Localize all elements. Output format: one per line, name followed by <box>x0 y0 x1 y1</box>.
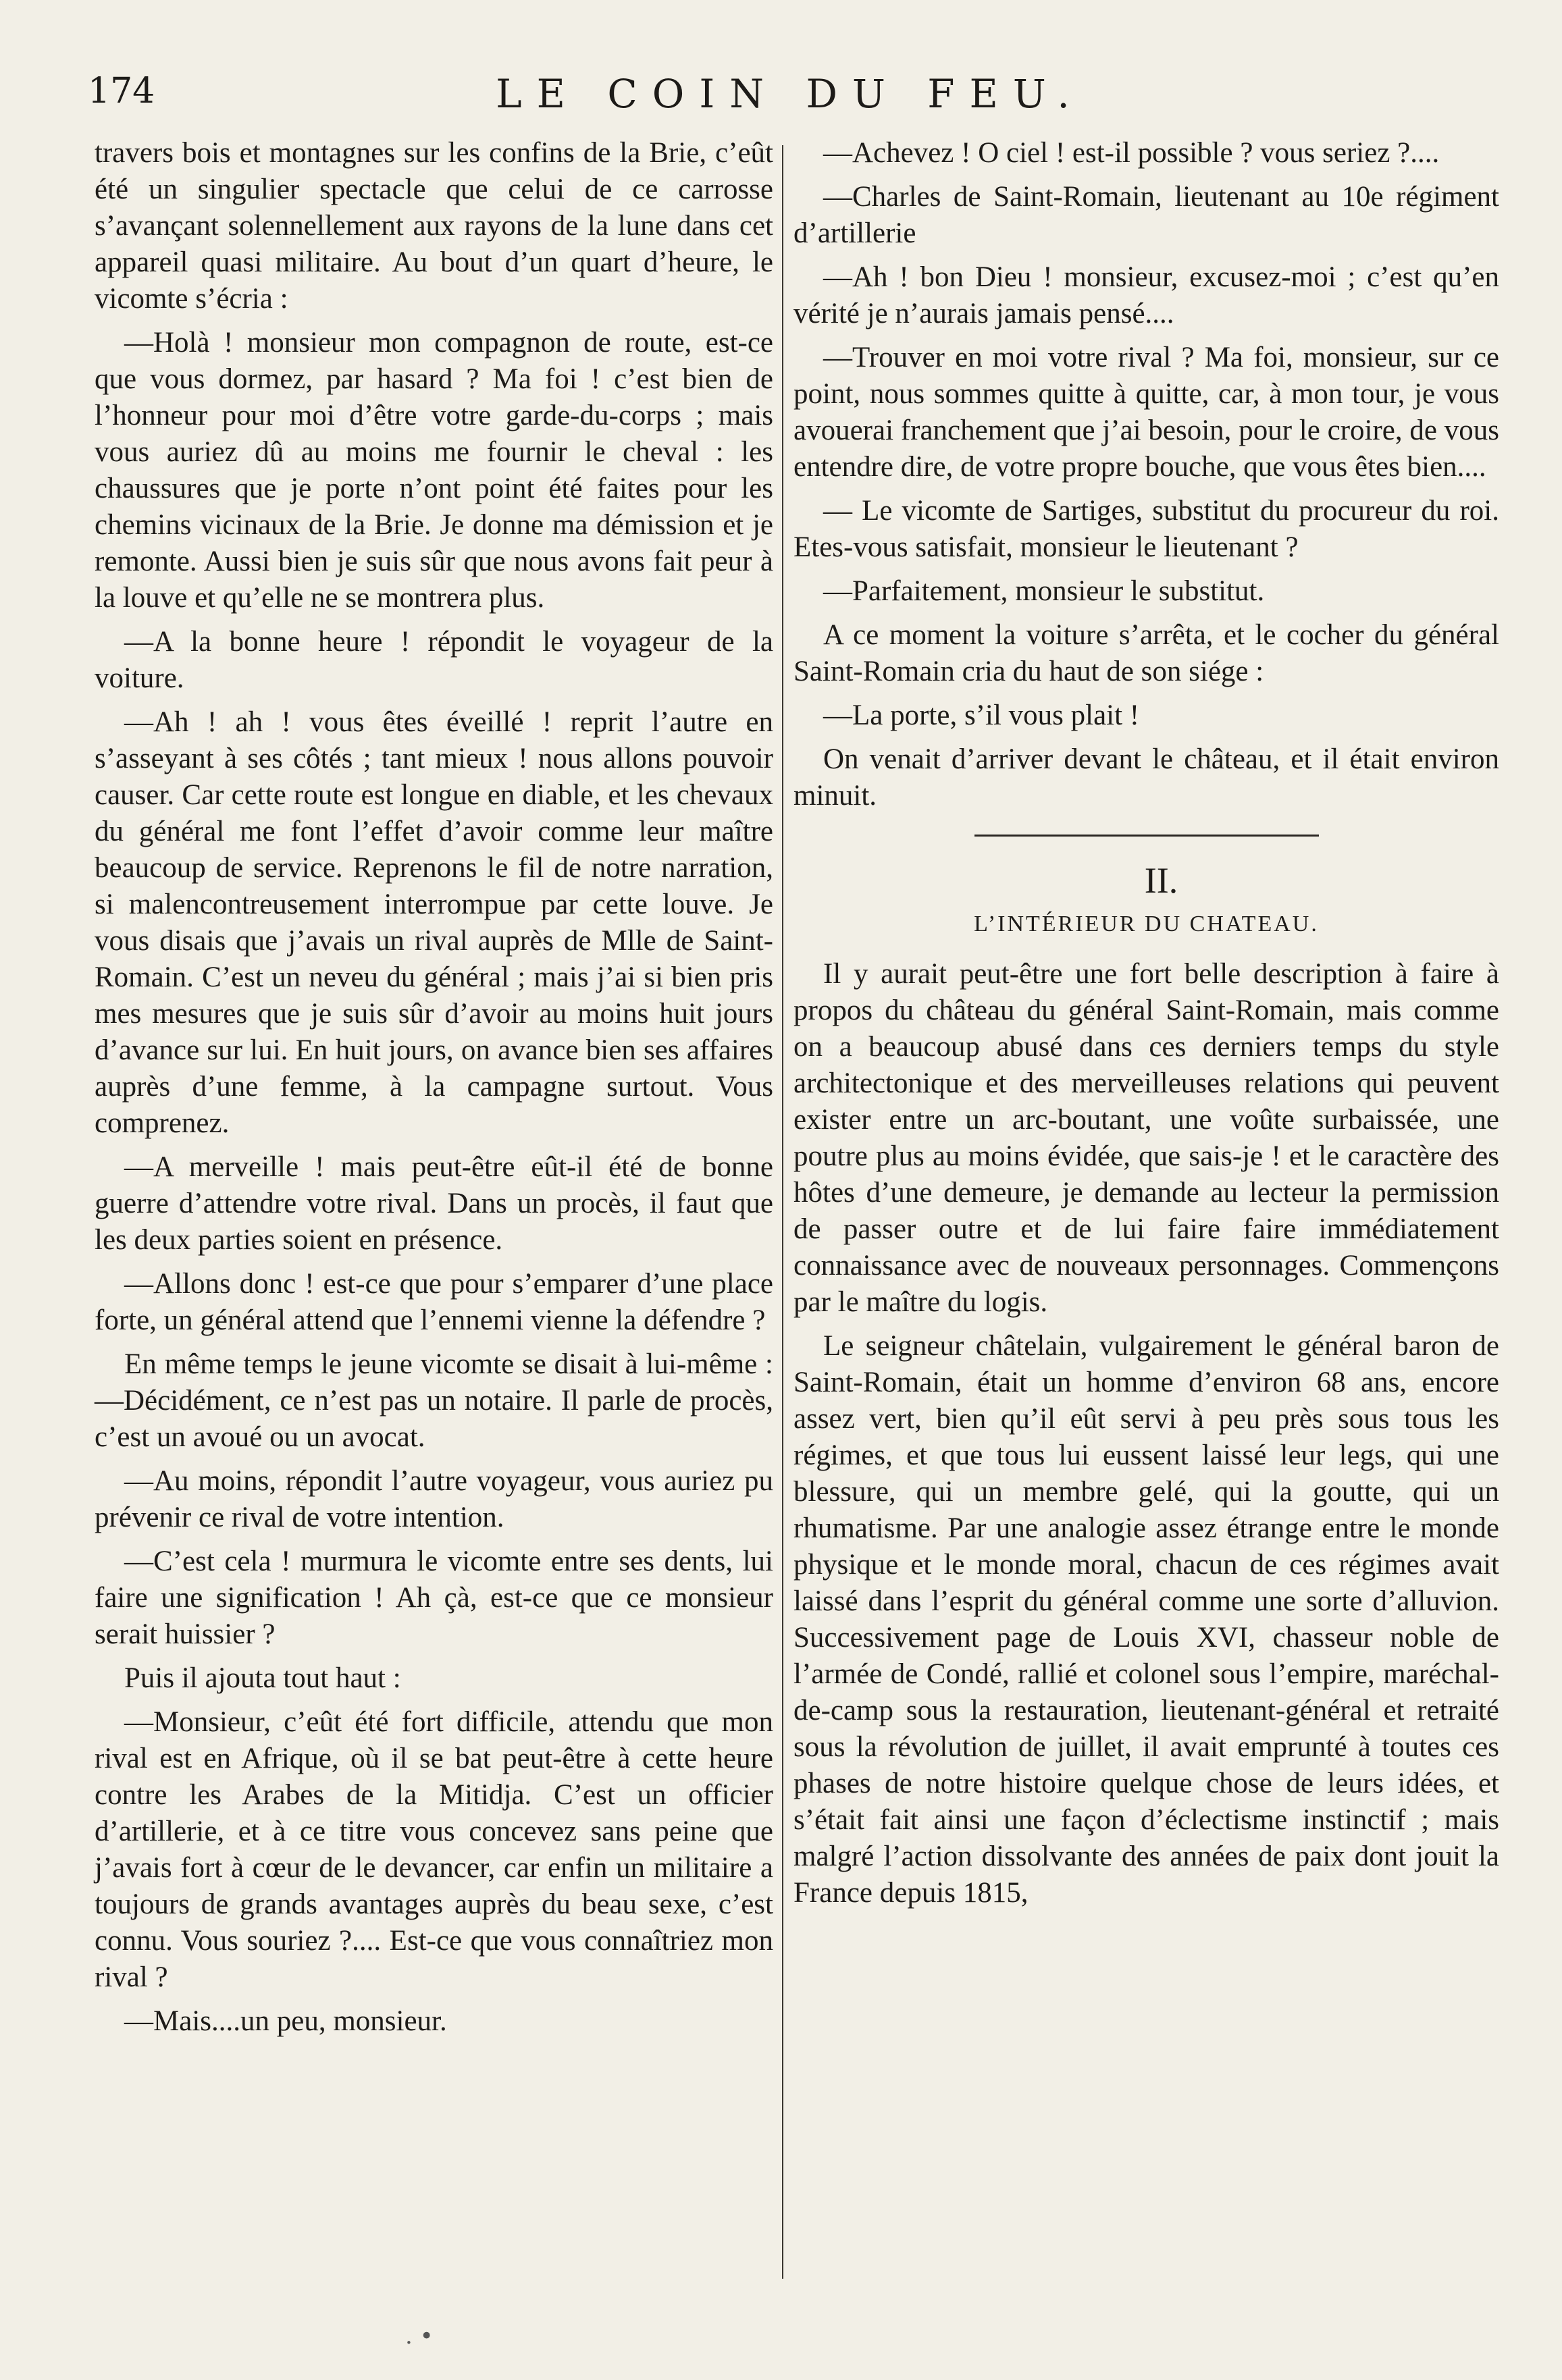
paragraph: —A la bonne heure ! répondit le voyageur de la voiture. <box>95 626 773 694</box>
paragraph: —Au moins, répondit l’autre voyageur, vous auriez pu prévenir ce rival de votre intention. <box>95 1465 773 1533</box>
paragraph: Puis il ajouta tout haut : <box>124 1662 401 1694</box>
paragraph: —C’est cela ! murmura le vicomte entre ses dents, lui faire une signification ! Ah çà, est-ce que ce monsieur serait huissier ? <box>95 1545 773 1650</box>
paragraph: —Parfaitement, monsieur le substitut. <box>823 575 1265 607</box>
paragraph: —Mais....un peu, monsieur. <box>124 2005 447 2037</box>
paragraph: —La porte, s’il vous plait ! <box>823 699 1140 731</box>
section-title: L’INTÉRIEUR DU CHATEAU. <box>974 911 1319 936</box>
section-number: II. <box>1144 860 1178 901</box>
right-column <box>793 135 1499 1919</box>
footer-marks: . • <box>405 2323 434 2350</box>
paragraph: Il y aurait peut-être une fort belle description à faire à propos du château du général Saint-Romain, mais comme on a beaucoup abusé dans ces derniers temps du style architectonique et des merveilleuses relations qui peuvent exister entre un arc-boutant, une voûte surbaissée, une poutre plus au moins évidée, que sais-je ! et le caractère des hôtes d’une demeure, je demande au lecteur la permission de passer outre et de lui faire faire immédiatement connaissance avec de nouveaux personnages. Commençons par le maître du logis. <box>793 958 1499 1318</box>
paragraph: A ce moment la voiture s’arrêta, et le cocher du général Saint-Romain cria du haut de son siége : <box>793 619 1499 687</box>
paragraph: travers bois et montagnes sur les confins de la Brie, c’eût été un singulier spectacle que celui de ce carrosse s’avançant solennellement aux rayons de la lune dans cet appareil quasi militaire. Au bout d’un quart d’heure, le vicomte s’écria : <box>95 137 773 315</box>
paragraph: —Charles de Saint-Romain, lieutenant au 10e régiment d’artillerie <box>793 181 1499 249</box>
left-column <box>95 135 773 2047</box>
paragraph: —Allons donc ! est-ce que pour s’emparer d’une place forte, un général attend que l’ennemi vienne la défendre ? <box>95 1268 773 1336</box>
paragraph: —Achevez ! O ciel ! est-il possible ? vous seriez ?.... <box>823 137 1440 169</box>
paragraph: —Monsieur, c’eût été fort difficile, attendu que mon rival est en Afrique, où il se bat peut-être à cette heure contre les Arabes de la Mitidja. C’est un officier d’artillerie, et à ce titre vous concevez sans peine que j’avais fort à cœur de le devancer, car enfin un militaire a toujours de grands avantages auprès du beau sexe, c’est connu. Vous souriez ?.... Est-ce que vous connaîtriez mon rival ? <box>95 1706 773 1993</box>
page-header <box>88 71 1492 132</box>
paragraph: En même temps le jeune vicomte se disait à lui-même :—Décidément, ce n’est pas un notaire. Il parle de procès, c’est un avoué ou un avocat. <box>95 1348 773 1453</box>
paragraph: —A merveille ! mais peut-être eût-il été de bonne guerre d’attendre votre rival. Dans un procès, il faut que les deux parties soient en présence. <box>95 1151 773 1256</box>
paragraph: —Trouver en moi votre rival ? Ma foi, monsieur, sur ce point, nous sommes quitte à quitte, car, à mon tour, je vous avouerai franchement que j’ai besoin, pour le croire, de vous entendre dire, de votre propre bouche, que vous êtes bien.... <box>793 342 1499 483</box>
page-number: 174 <box>88 71 155 111</box>
paragraph: Le seigneur châtelain, vulgairement le général baron de Saint-Romain, était un homme d’environ 68 ans, encore assez vert, bien qu’il eût servi à peu près sous tous les régimes, et que tous lui eussent laissé leur legs, qui une blessure, qui un membre gelé, qui la goutte, qui un rhumatisme. Par une analogie assez étrange entre le monde physique et le monde moral, chacun de ces régimes avait laissé dans l’esprit du général comme une sorte d’alluvion. Successivement page de Louis XVI, chasseur noble de l’armée de Condé, rallié et colonel sous l’empire, maréchal-de-camp sous la restauration, lieutenant-général et retraité sous la révolution de juillet, il avait emprunté à toutes ces phases de notre histoire quelque chose de leurs idées, et s’était fait ainsi une façon d’éclectisme instinctif ; mais malgré l’action dissolvante des années de paix dont jouit la France depuis 1815, <box>793 1330 1499 1909</box>
running-title: LE COIN DU FEU. <box>496 71 1085 117</box>
paragraph: —Ah ! bon Dieu ! monsieur, excusez-moi ; c’est qu’en vérité je n’aurais jamais pensé.... <box>793 261 1499 329</box>
paragraph: —Holà ! monsieur mon compagnon de route, est-ce que vous dormez, par hasard ? Ma foi ! c’est bien de l’honneur pour moi d’être votre garde-du-corps ; mais vous auriez dû au moins me fournir le cheval : les chaussures que je porte n’ont point été faites pour les chemins vicinaux de la Brie. Je donne ma démission et je remonte. Aussi bien je suis sûr que nous avons fait peur à la louve et qu’elle ne se montrera plus. <box>95 327 773 614</box>
paragraph: — Le vicomte de Sartiges, substitut du procureur du roi. Etes-vous satisfait, monsieur le lieutenant ? <box>793 495 1499 563</box>
paragraph: On venait d’arriver devant le château, et il était environ minuit. <box>793 743 1499 812</box>
section-rule <box>974 835 1319 837</box>
paragraph: —Ah ! ah ! vous êtes éveillé ! reprit l’autre en s’asseyant à ses côtés ; tant mieux ! nous allons pouvoir causer. Car cette route est longue en diable, et les chevaux du général me font l’effet d’avoir comme leur maître beaucoup de service. Reprenons le fil de notre narration, si malencontreusement interrompue par cette louve. Je vous disais que j’avais un rival auprès de Mlle de Saint-Romain. C’est un neveu du général ; mais j’ai si bien pris mes mesures que je suis sûr d’avoir au moins huit jours d’avance sur lui. En huit jours, on avance bien ses affaires auprès d’une femme, à la campagne surtout. Vous comprenez. <box>95 706 773 1139</box>
column-divider <box>782 145 783 2279</box>
